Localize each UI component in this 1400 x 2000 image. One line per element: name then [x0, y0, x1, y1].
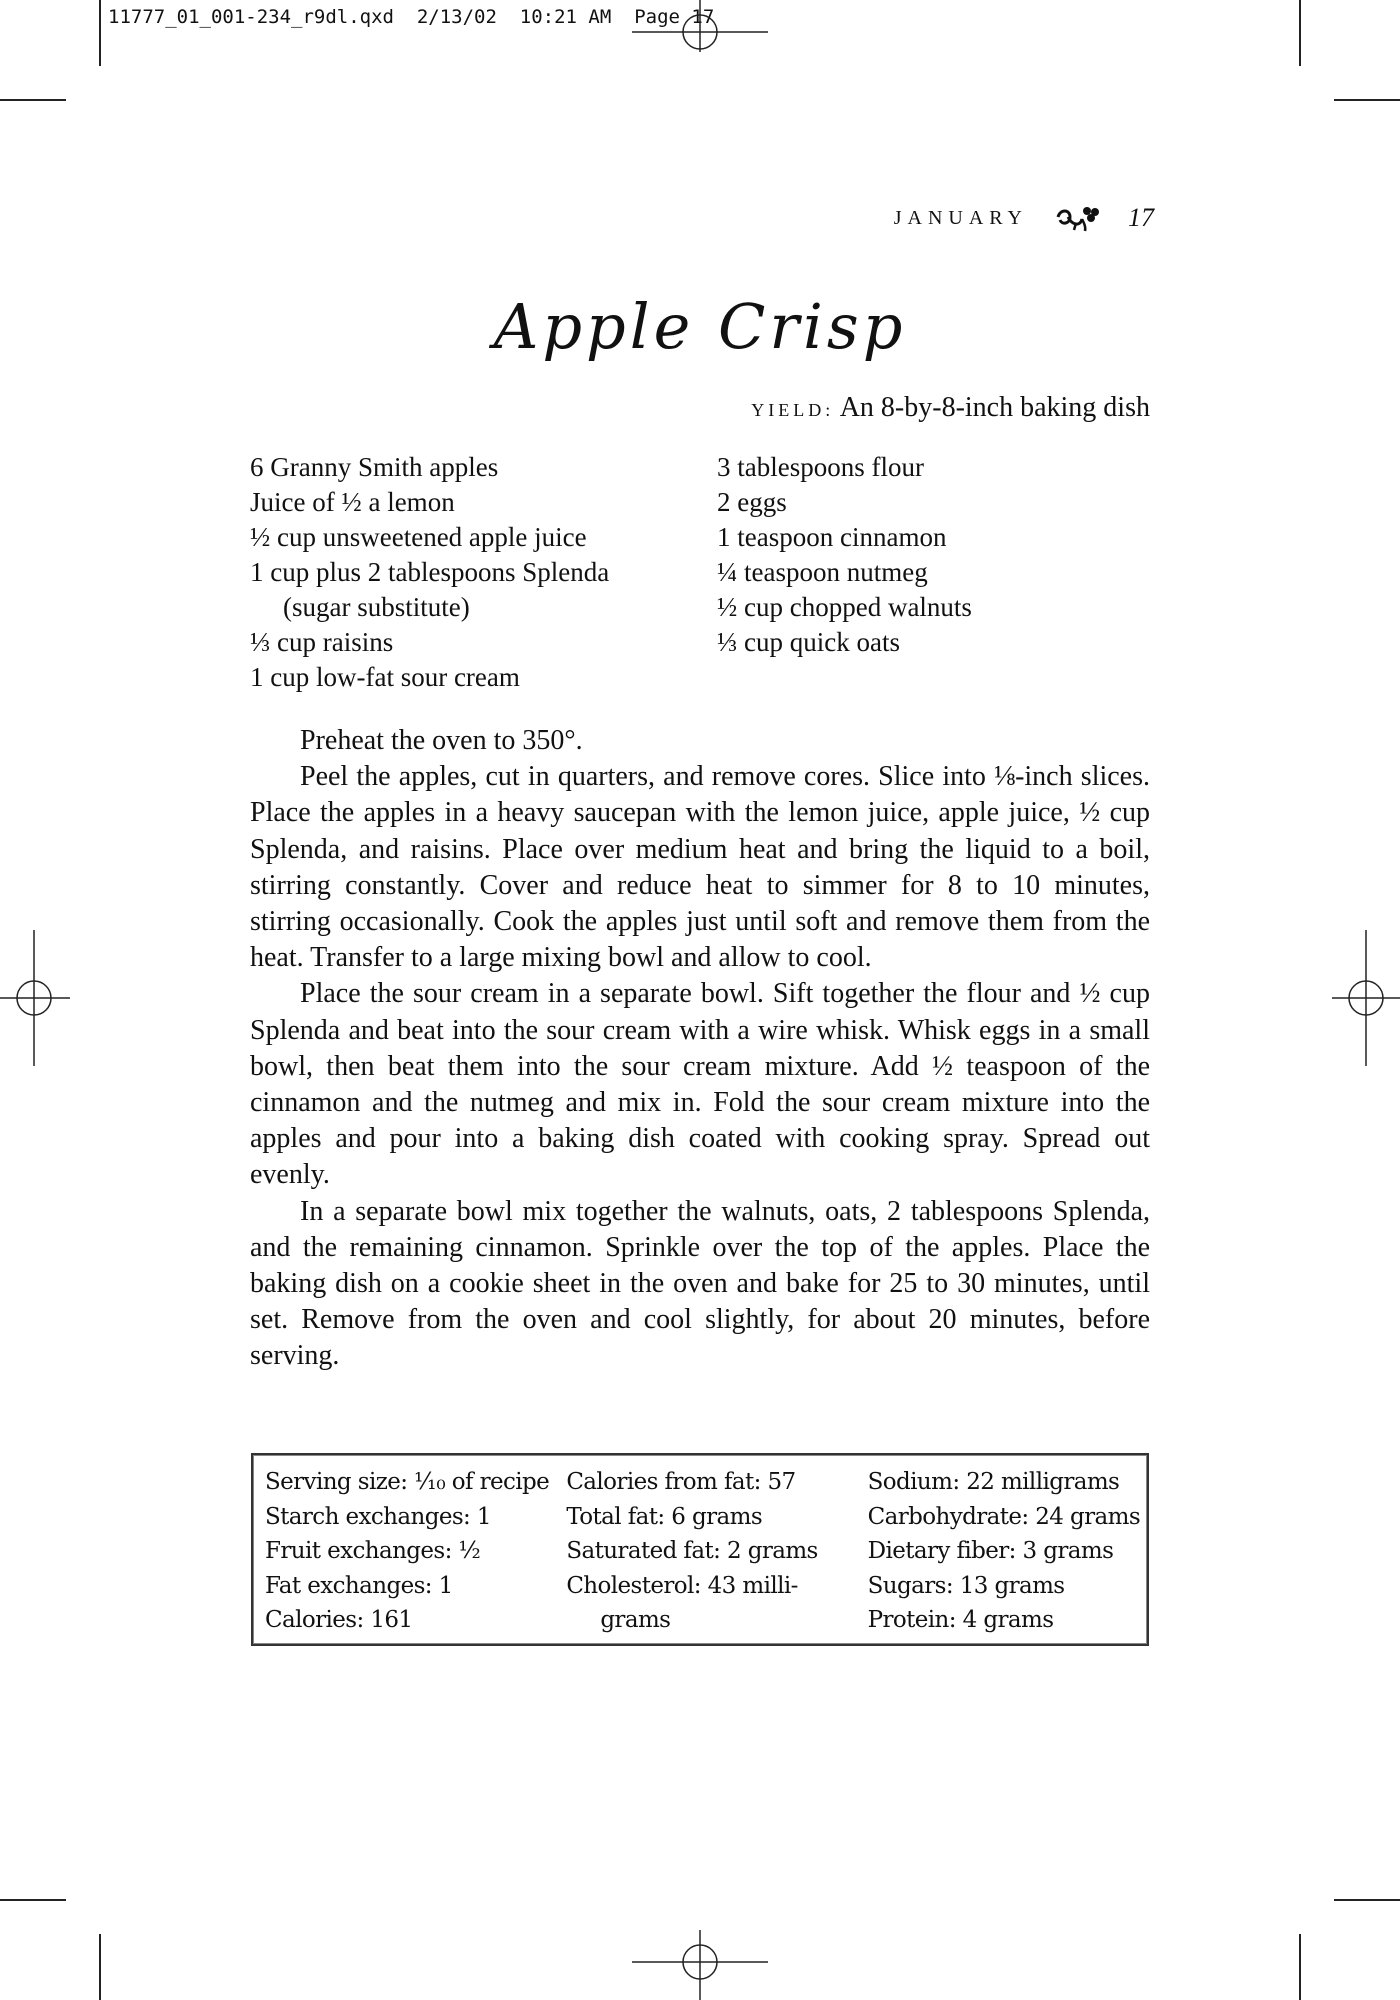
direction-paragraph: Preheat the oven to 350°. [300, 725, 583, 756]
crop-mark-top-right-horizontal [1334, 99, 1400, 101]
nutrition-column-1 [265, 1465, 566, 1644]
crop-mark-bottom-right-horizontal [1334, 1899, 1400, 1901]
print-slug-line: 11777_01_001-234_r9dl.qxd 2/13/02 10:21 AM Page 17 [108, 6, 715, 28]
crop-mark-bottom-left-horizontal [0, 1899, 66, 1901]
ingredients-list [250, 450, 1150, 695]
nutrition-item: Carbohydrate: 24 grams [867, 1503, 1141, 1530]
ingredient-item: ⅓ cup quick oats [717, 627, 900, 657]
floral-ornament-icon [1054, 203, 1102, 233]
nutrition-item: Sugars: 13 grams [867, 1572, 1065, 1599]
ingredient-item: 2 eggs [717, 487, 787, 517]
nutrition-item: Serving size: ⅒ of recipe [265, 1469, 550, 1495]
nutrition-item: Saturated fat: 2 grams [566, 1538, 818, 1564]
nutrition-facts-box [251, 1453, 1149, 1646]
ingredient-item: 1 teaspoon cinnamon [717, 522, 947, 552]
nutrition-item: Cholesterol: 43 milli- [566, 1572, 798, 1599]
page-number: 17 [1128, 203, 1154, 232]
yield-label: YIELD: [751, 400, 835, 420]
ingredient-item: ⅓ cup raisins [250, 627, 394, 657]
registration-mark-top [632, 0, 768, 52]
nutrition-item: Calories: 161 [265, 1607, 413, 1633]
recipe-directions [250, 723, 1150, 1375]
nutrition-item: Sodium: 22 milligrams [867, 1469, 1120, 1495]
ingredient-item: ½ cup chopped walnuts [717, 592, 972, 622]
registration-mark-right [1332, 930, 1400, 1066]
ingredient-item: 1 cup low-fat sour cream [250, 662, 520, 692]
nutrition-column-2 [566, 1465, 867, 1644]
ingredient-item: 1 cup plus 2 tablespoons Splenda [250, 557, 610, 587]
direction-paragraph: In a separate bowl mix together the walnuts, oats, 2 tablespoons Splenda, and the remaining cinnamon. Sprinkle over the top of the apples. Place the baking dish on a cookie sheet in the oven and bake for 25 to 30 minutes, until set. Remove from the oven and cool slightly, for about 20 minutes, before serving. [250, 1195, 1150, 1372]
crop-mark-bottom-left-vertical [99, 1934, 101, 2000]
yield-value: An 8-by-8-inch baking dish [839, 392, 1150, 423]
nutrition-item-continuation: grams [600, 1607, 671, 1633]
nutrition-item: Calories from fat: 57 [566, 1469, 796, 1495]
crop-mark-top-left-horizontal [0, 99, 66, 101]
recipe-title: Apple Crisp [493, 290, 907, 363]
ingredients-column-2 [717, 450, 1150, 695]
direction-paragraph: Peel the apples, cut in quarters, and remove cores. Slice into ⅛-inch slices. Place the apples in a heavy saucepan with the lemon juice, apple juice, ½ cup Splenda, and raisins. Place over medium heat and bring the liquid to a boil, stirring constantly. Cover and reduce heat to simmer for 8 to 10 minutes, stirring occasionally. Cook the apples just until soft and remove them from the heat. Transfer to a large mixing bowl and allow to cool. [250, 761, 1150, 974]
crop-mark-top-right-vertical [1299, 0, 1301, 66]
registration-mark-bottom [632, 1930, 768, 2000]
ingredient-item: 3 tablespoons flour [717, 452, 924, 482]
nutrition-item: Dietary fiber: 3 grams [867, 1538, 1114, 1564]
ingredient-item-continuation: (sugar substitute) [283, 592, 470, 622]
registration-mark-left [0, 930, 70, 1066]
ingredient-item: ½ cup unsweetened apple juice [250, 522, 587, 552]
direction-paragraph: Place the sour cream in a separate bowl. Sift together the flour and ½ cup Splenda and beat into the sour cream with a wire whisk. Whisk eggs in a small bowl, then beat them into the sour cream mixture. Add ½ teaspoon of the cinnamon and the nutmeg and mix in. Fold the sour cream mixture into the apples and pour into a baking dish coated with cooking spray. Spread out evenly. [250, 978, 1150, 1191]
nutrition-item: Total fat: 6 grams [566, 1503, 763, 1530]
ingredient-item: Juice of ½ a lemon [250, 487, 455, 517]
recipe-yield [751, 392, 1150, 424]
running-head-month: JANUARY [893, 206, 1028, 229]
nutrition-item: Fat exchanges: 1 [265, 1572, 453, 1599]
ingredients-column-1 [250, 450, 717, 695]
crop-mark-top-left-vertical [99, 0, 101, 66]
nutrition-item: Fruit exchanges: ½ [265, 1538, 481, 1564]
crop-mark-bottom-right-vertical [1299, 1934, 1301, 2000]
ingredient-item: ¼ teaspoon nutmeg [717, 557, 928, 587]
running-head [894, 203, 1154, 233]
nutrition-item: Starch exchanges: 1 [265, 1503, 491, 1530]
nutrition-column-3 [868, 1465, 1147, 1644]
nutrition-item: Protein: 4 grams [867, 1607, 1054, 1633]
ingredient-item: 6 Granny Smith apples [250, 452, 499, 482]
